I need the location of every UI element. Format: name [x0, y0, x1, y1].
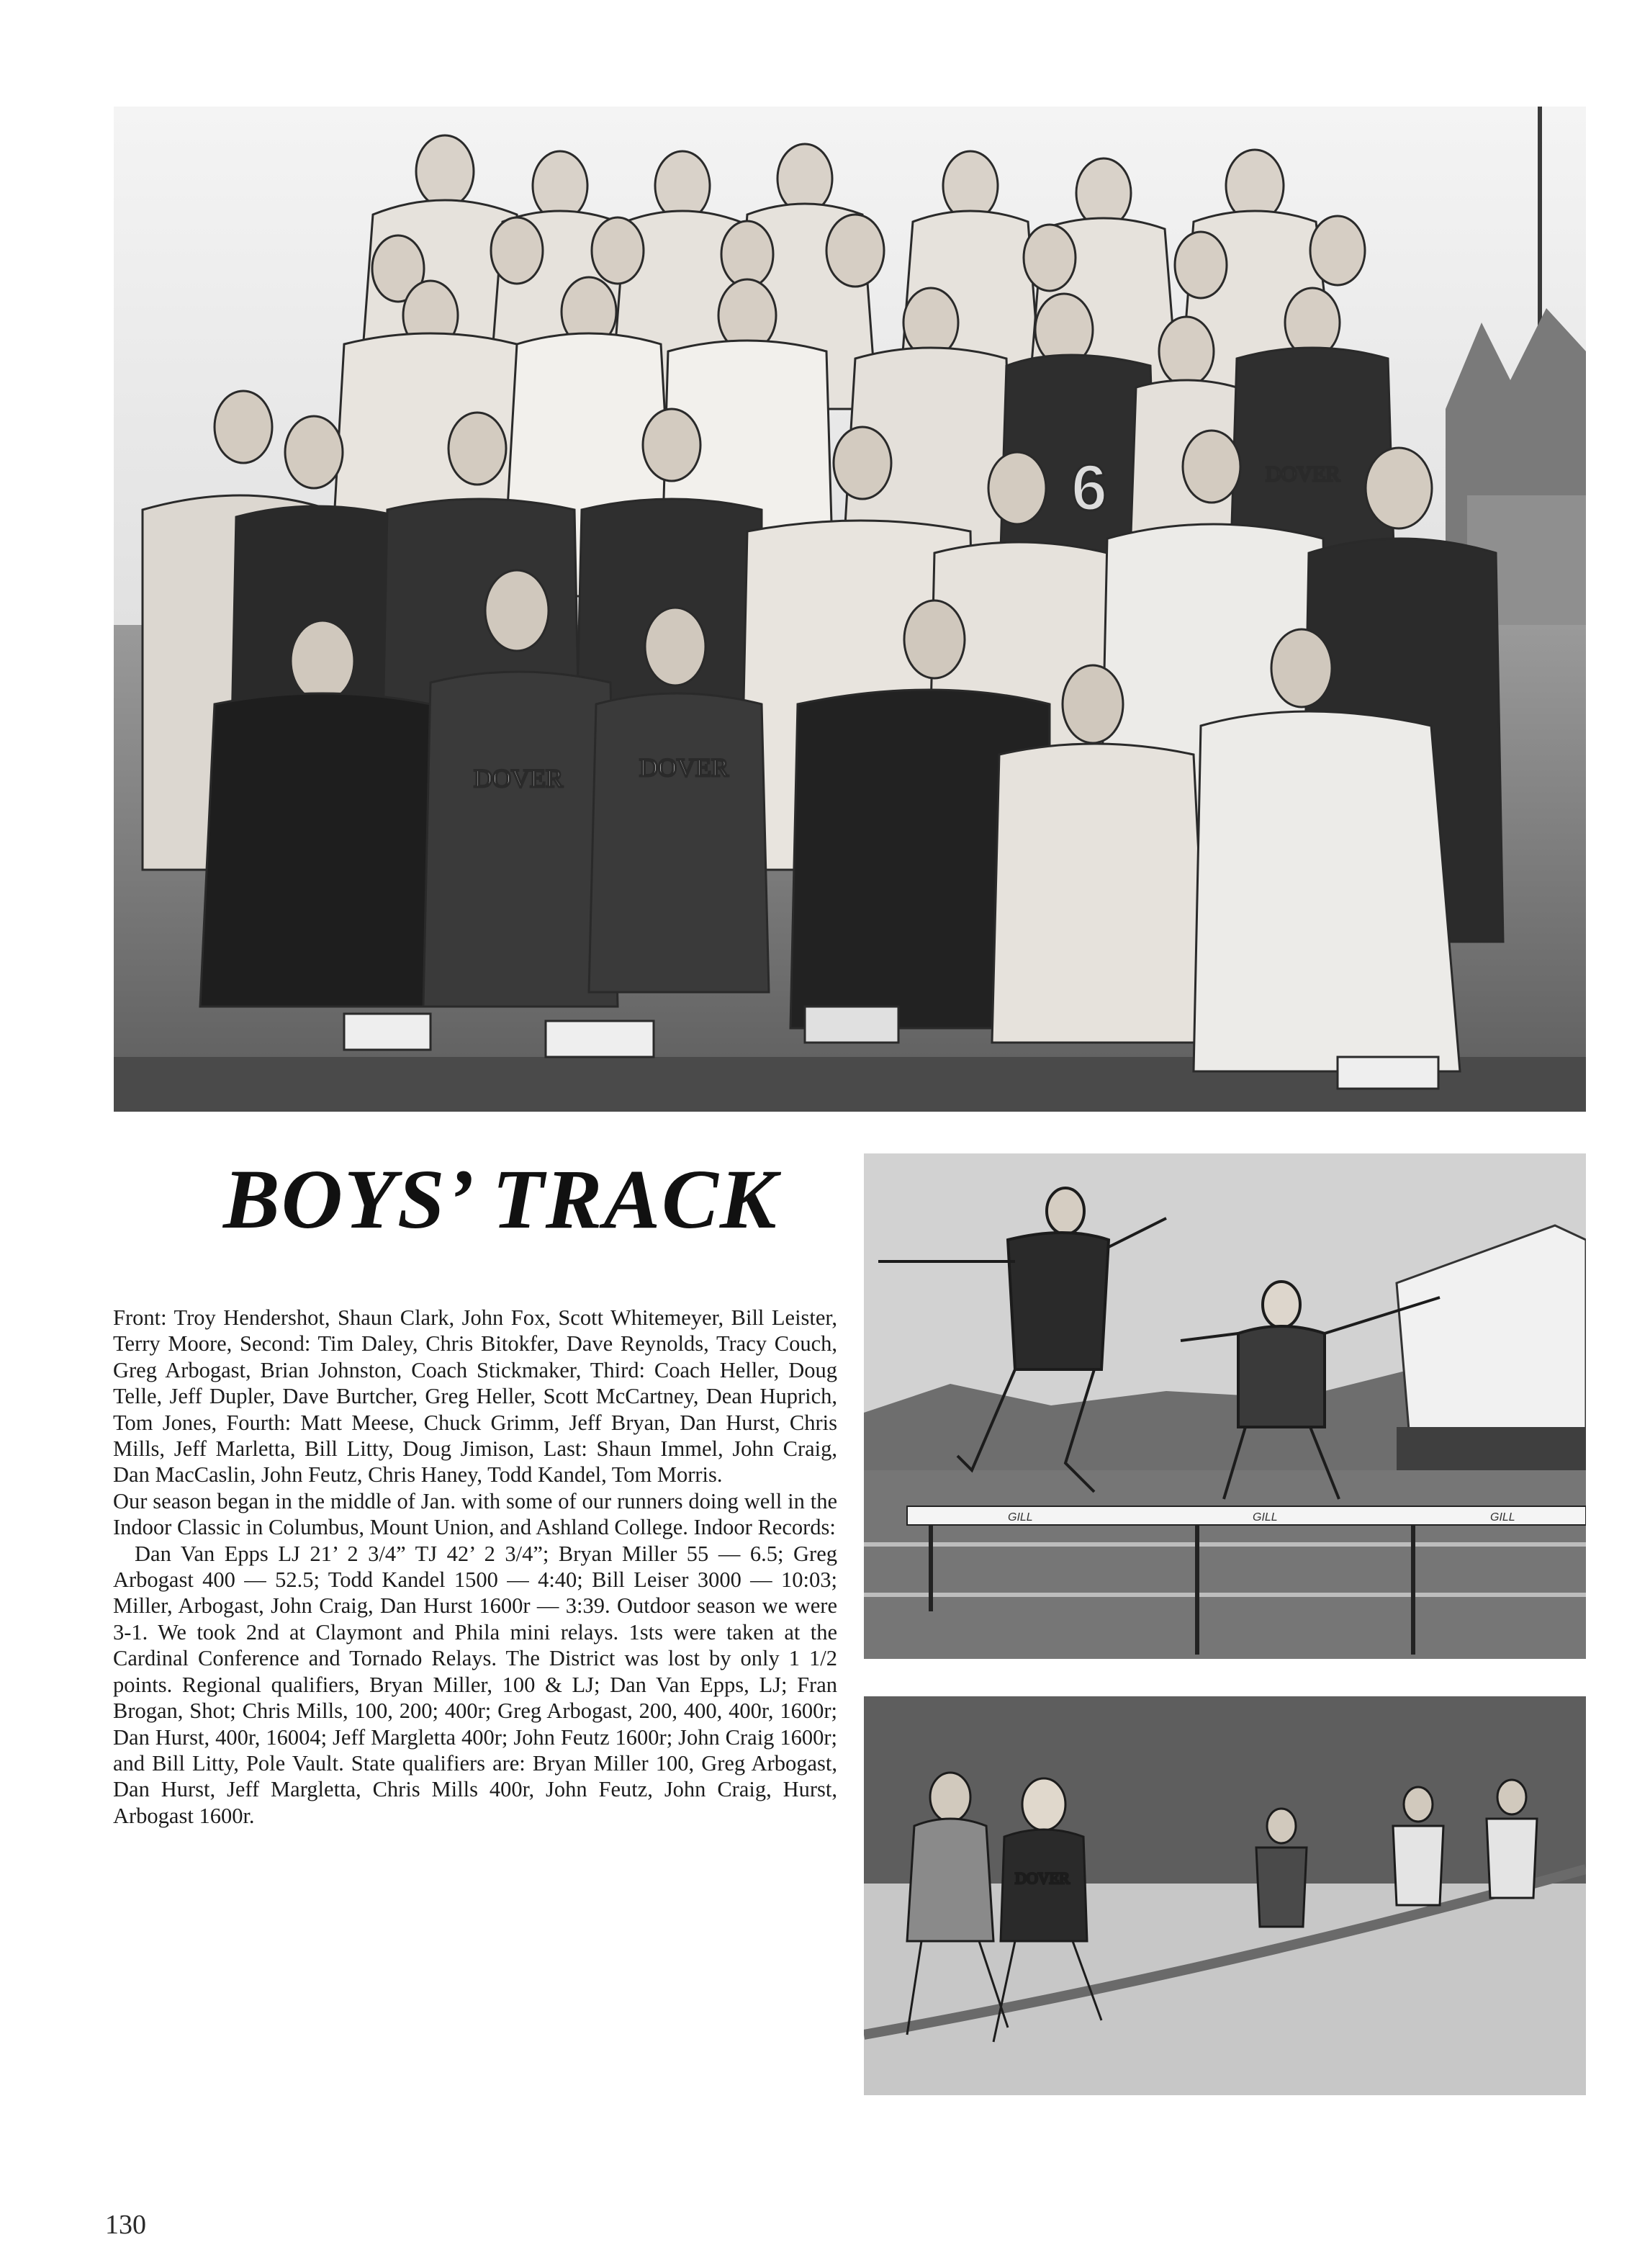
- runners-photo: [864, 1696, 1586, 2095]
- team-photo: [114, 107, 1586, 1112]
- front-row-bodies: [200, 672, 1460, 1089]
- runners-illustration: [864, 1696, 1586, 2095]
- hurdle-label-3: GILL: [1490, 1511, 1515, 1524]
- team-photo-illustration: [114, 107, 1586, 1112]
- season-paragraph: Our season began in the middle of Jan. with some of our runners doing well in the Indoor Classic in Columbus, Mount Union, and Ashland College. Indoor Records:: [113, 1488, 837, 1540]
- hurdles-photo: [864, 1153, 1586, 1659]
- hurdle-label-1: GILL: [1008, 1511, 1033, 1524]
- runner-jersey-text: DOVER: [1015, 1869, 1070, 1887]
- roster-paragraph: Front: Troy Hendershot, Shaun Clark, John Fox, Scott Whitemeyer, Bill Leister, Terry Moore, Second: Tim Daley, Chris Bitokfer, Dave Reynolds, Tracy Couch, Greg Arbogast, Brian Johnston, Coach Stickmaker, Third: Coach Heller, Doug Telle, Jeff Dupler, Dave Burtcher, Greg Heller, Scott McCartney, Dean Huprich, Tom Jones, Fourth: Matt Meese, Chuck Grimm, Jeff Bryan, Dan Hurst, Chris Mills, Jeff Marletta, Bill Litty, Doug Jimison, Last: Shaun Immel, John Craig, Dan MacCaslin, John Feutz, Chris Haney, Todd Kandel, Tom Morris.: [113, 1305, 837, 1488]
- page-number: 130: [105, 2210, 146, 2240]
- caption-text: [113, 1305, 837, 1829]
- hurdle-label-2: GILL: [1253, 1511, 1278, 1524]
- hurdles-illustration: [864, 1153, 1586, 1659]
- records-paragraph: Dan Van Epps LJ 21’ 2 3/4” TJ 42’ 2 3/4”; Bryan Miller 55 — 6.5; Greg Arbogast 400 — 52.5; Todd Kandel 1500 — 4:40; Bill Leiser 3000 — 10:03; Miller, Arbogast, John Craig, Dan Hurst 1600r — 3:39. Outdoor season we were 3-1. We took 2nd at Claymont and Phila mini relays. 1sts were taken at the Cardinal Conference and Tornado Relays. The District was lost by only 1 1/2 points. Regional qualifiers, Bryan Miller, 100 & LJ; Dan Van Epps, LJ; Fran Brogan, Shot; Chris Mills, 100, 200; 400r; Greg Arbogast, 200, 400, 400r, 1600r; Dan Hurst, 400r, 16004; Jeff Margletta 400r; John Feutz 1600r; John Craig 1600r; and Bill Litty, Pole Vault. State qualifiers are: Bryan Miller 100, Greg Arbogast, Dan Hurst, Jeff Margletta, Chris Mills 400r, John Feutz, John Craig, Hurst, Arbogast 1600r.: [113, 1541, 837, 1828]
- jersey-text-2: DOVER: [639, 753, 729, 782]
- jersey-number: 6: [1071, 452, 1108, 524]
- jersey-text-3: DOVER: [1266, 462, 1340, 486]
- jersey-text-1: DOVER: [474, 764, 563, 793]
- page-title: BOYS’ TRACK: [223, 1152, 778, 1246]
